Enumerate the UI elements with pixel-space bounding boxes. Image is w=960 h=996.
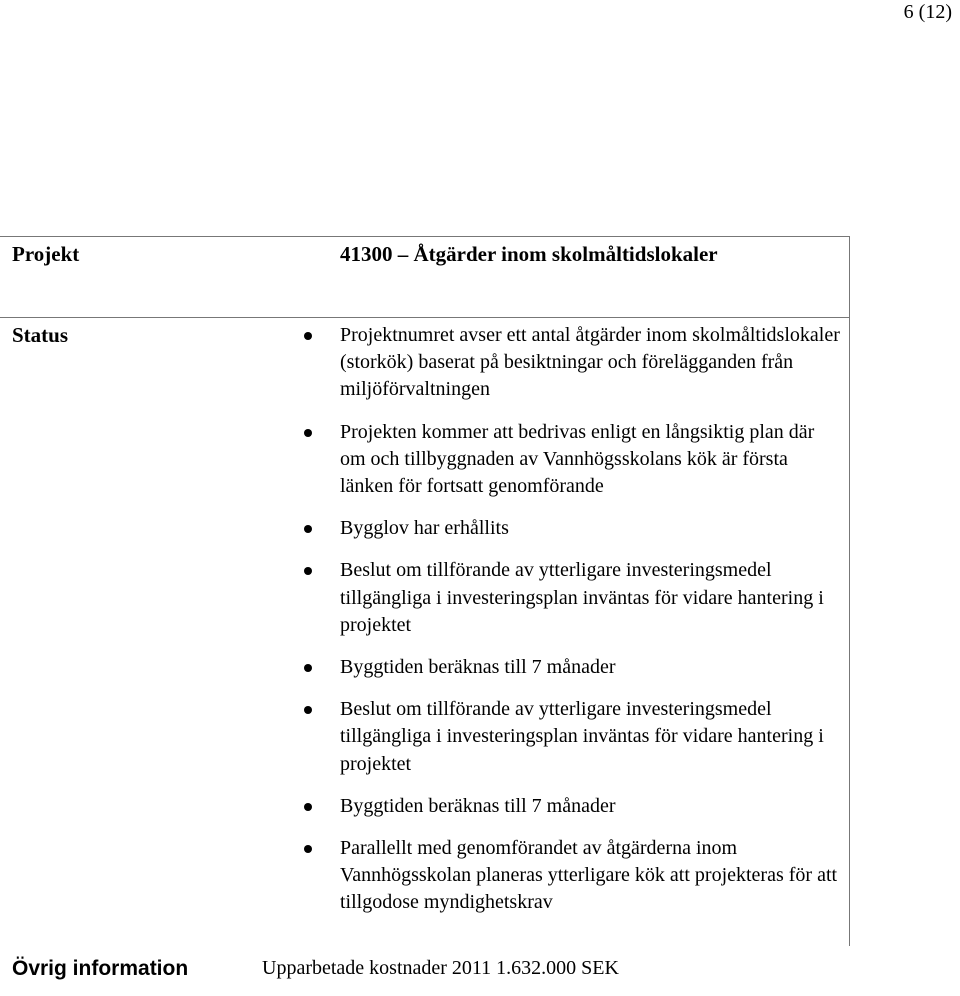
status-item-text: Byggtiden beräknas till 7 månader (340, 794, 616, 817)
status-item-text: Projekten kommer att bedrivas enligt en långsiktig plan där om och tillbyggnaden av Vannhögsskolans kök är första länken för fortsatt genomförande (340, 420, 815, 498)
bullet-icon (304, 664, 312, 672)
bullet-icon (304, 567, 312, 575)
table-row-divider (0, 317, 850, 318)
bullet-icon (304, 706, 312, 714)
bullet-icon (304, 803, 312, 811)
bullet-icon (304, 845, 312, 853)
other-info-value: Upparbetade kostnader 2011 1.632.000 SEK (262, 957, 619, 979)
status-item-text: Byggtiden beräknas till 7 månader (340, 656, 616, 679)
status-item (340, 557, 840, 639)
status-item-text: Bygglov har erhållits (340, 517, 509, 540)
status-item-text: Parallellt med genomförandet av åtgärderna inom Vannhögsskolan planeras ytterligare kök att projekteras för att tillgodose myndighetskrav (340, 837, 838, 914)
status-item (340, 654, 840, 681)
status-item (340, 419, 840, 501)
project-label: Projekt (12, 242, 80, 266)
status-list (340, 322, 840, 932)
table-right-border (849, 236, 850, 946)
status-item (340, 835, 840, 917)
status-item-text: Beslut om tillförande av ytterligare investeringsmedel tillgängliga i investeringsplan inväntas för vidare hantering i projektet (340, 559, 824, 636)
status-item (340, 515, 840, 542)
bullet-icon (304, 332, 312, 340)
status-label: Status (12, 323, 69, 347)
status-item (340, 322, 840, 404)
status-item (340, 793, 840, 820)
status-item-text: Projektnumret avser ett antal åtgärder inom skolmåltidslokaler (storkök) baserat på besiktningar och förelägganden från miljöförvaltningen (340, 324, 840, 401)
bullet-icon (304, 525, 312, 533)
status-item-text: Beslut om tillförande av ytterligare investeringsmedel tillgängliga i investeringsplan inväntas för vidare hantering i projektet (340, 698, 824, 775)
status-item (340, 696, 840, 778)
bullet-icon (304, 429, 312, 437)
table-top-border (0, 236, 850, 237)
project-title: 41300 – Åtgärder inom skolmåltidslokaler (340, 242, 718, 266)
other-info-label: Övrig information (12, 957, 189, 980)
page-number: 6 (12) (903, 1, 952, 23)
